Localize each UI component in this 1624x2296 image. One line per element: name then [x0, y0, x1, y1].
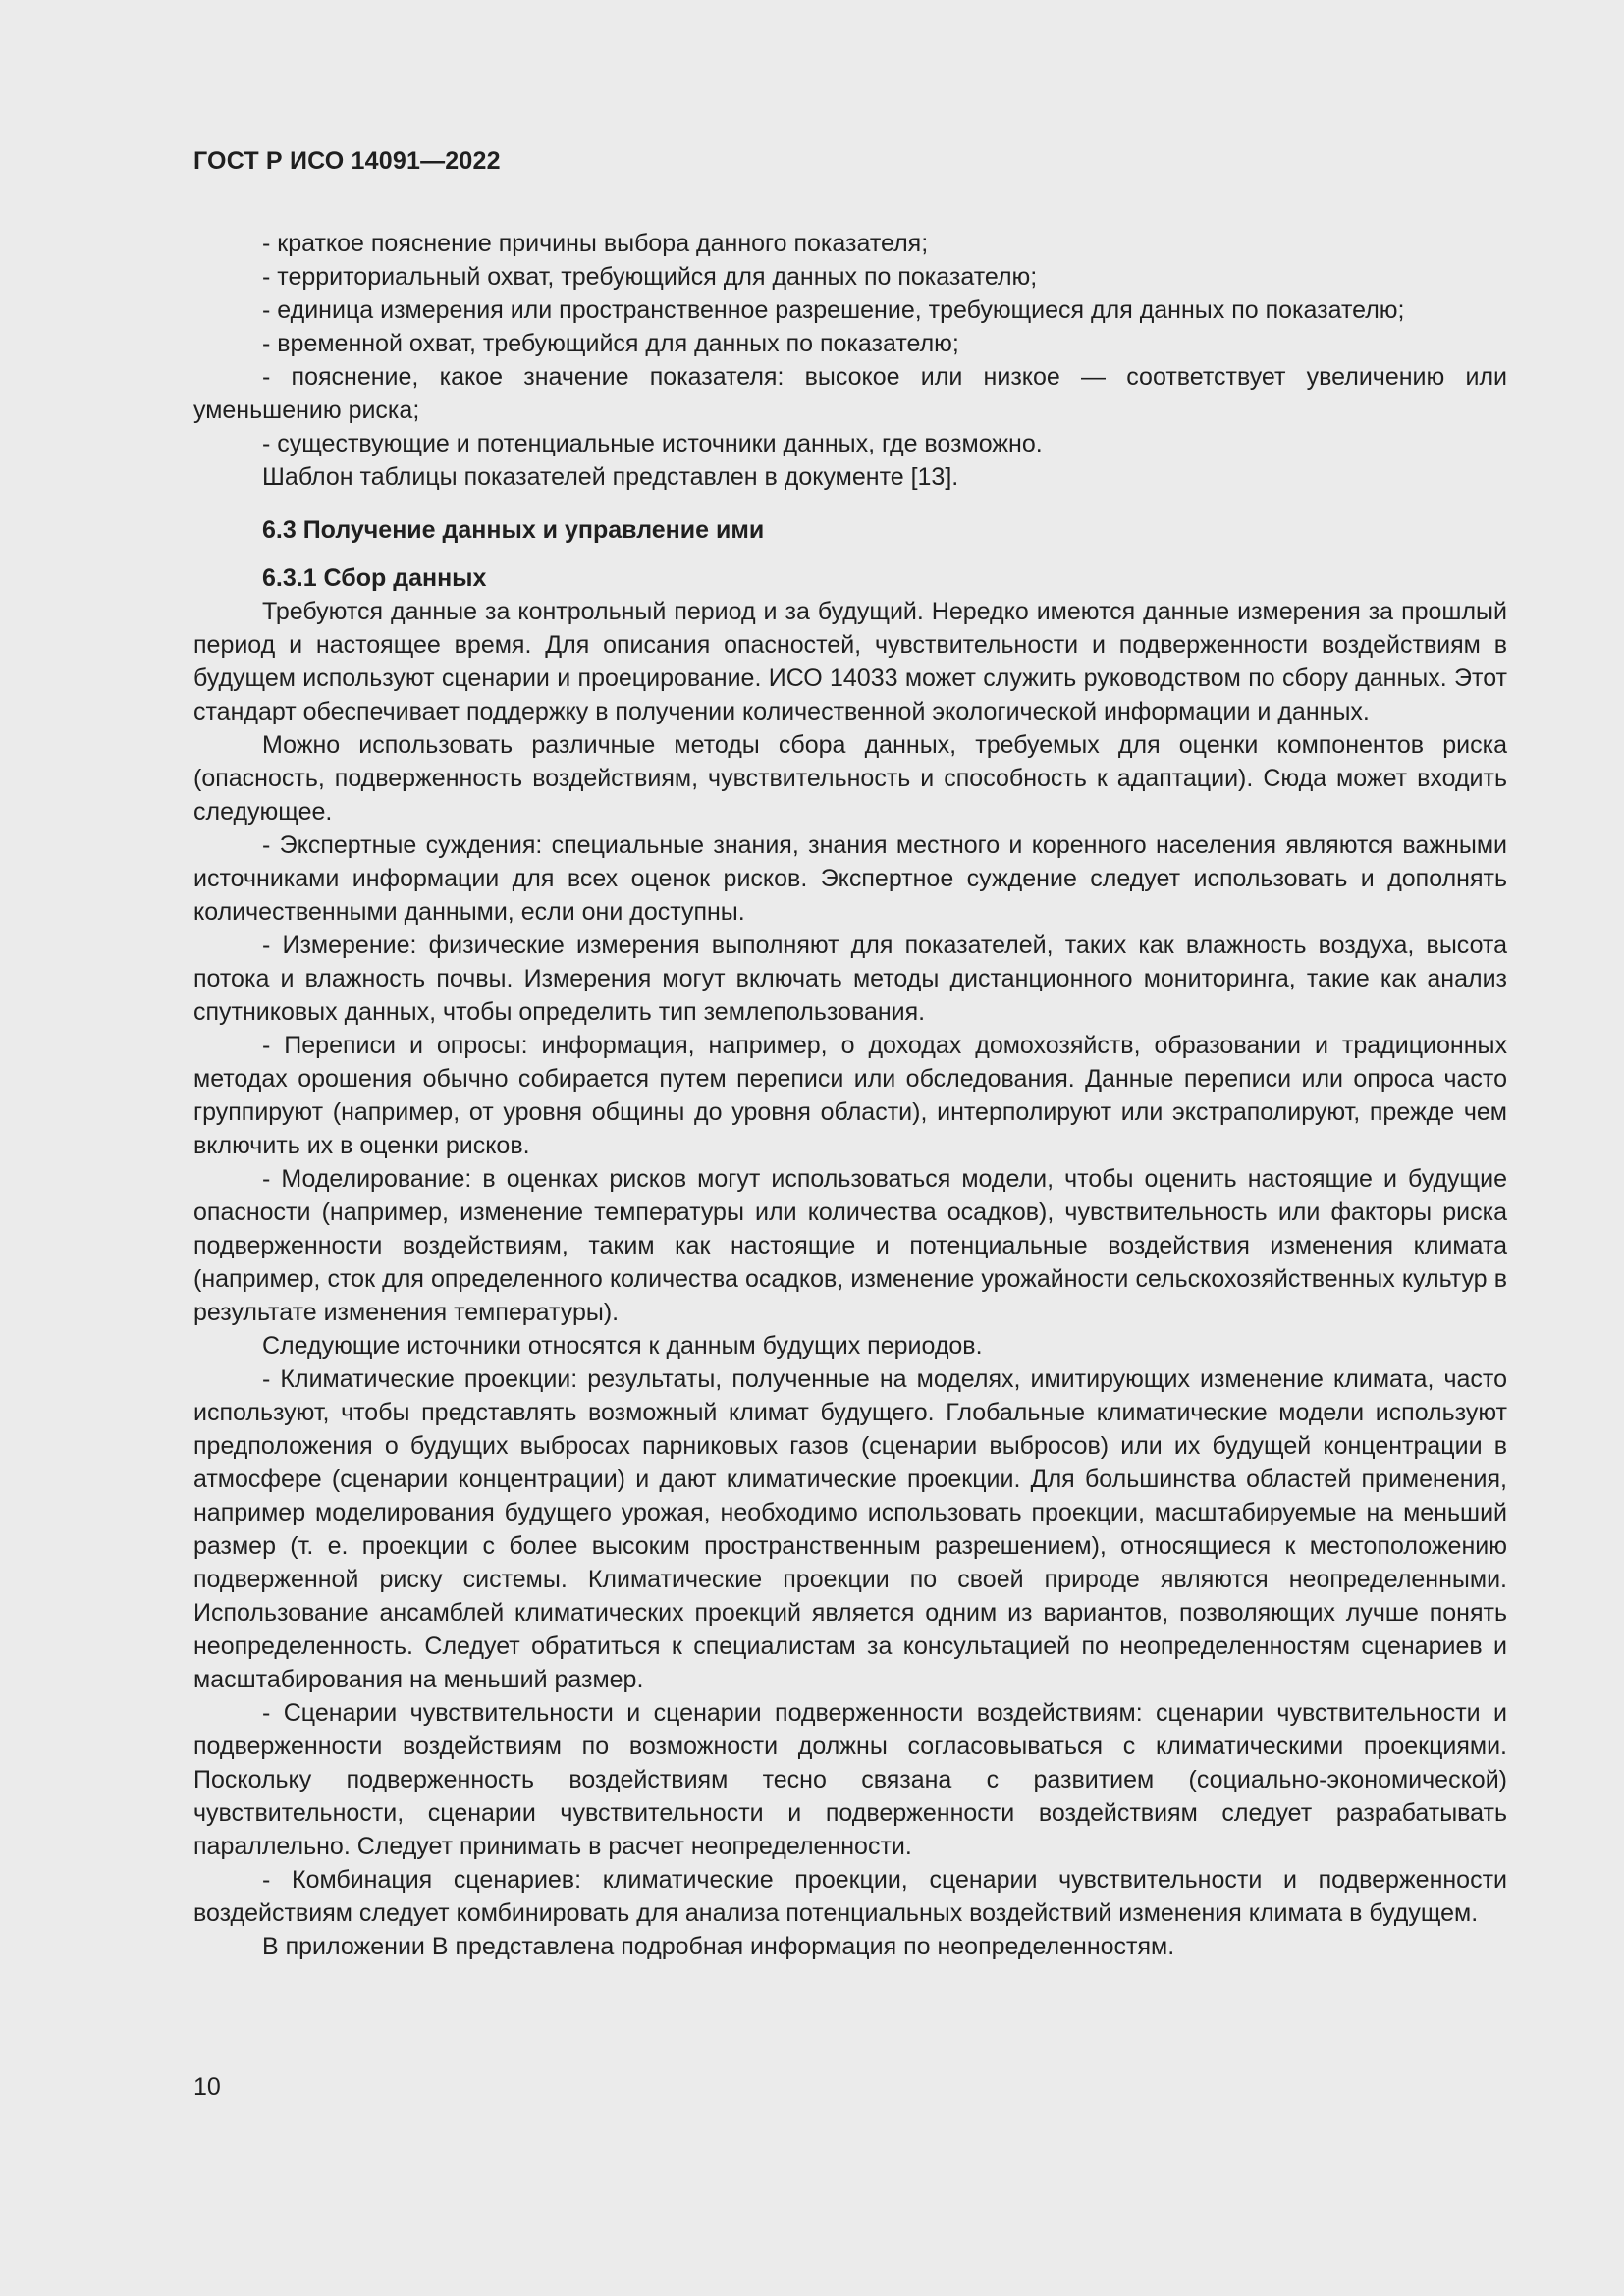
document-header: ГОСТ Р ИСО 14091—2022	[193, 147, 501, 175]
page-number: 10	[193, 2073, 221, 2101]
list-item: - краткое пояснение причины выбора данного показателя;	[262, 230, 929, 257]
list-item: - Климатические проекции: результаты, полученные на моделях, имитирующих изменение климата, часто используют, чтобы представлять возможный климат будущего. Глобальные климатические модели используют предположения о будущих выбросах парниковых газов (сценарии выбросов) или их будущей концентрации в атмосфере (сценарии концентрации) и дают климатические проекции. Для большинства областей применения, например моделирования будущего урожая, необходимо использовать проекции, масштабируемые на меньший размер (т. е. проекции с более высоким пространственным разрешением), относящиеся к местоположению подверженной риску системы. Климатические проекции по своей природе являются неопределенными. Использование ансамблей климатических проекций является одним из вариантов, позволяющих лучше понять неопределенность. Следует обратиться к специалистам за консультацией по неопределенностям сценариев и масштабирования на меньший размер.	[193, 1365, 1507, 1693]
list-item: - Переписи и опросы: информация, например, о доходах домохозяйств, образовании и традиционных методах орошения обычно собирается путем переписи или обследования. Данные переписи или опроса часто группируют (например, от уровня общины до уровня области), интерполируют или экстраполируют, прежде чем включить их в оценки рисков.	[193, 1032, 1507, 1159]
list-item: - временной охват, требующийся для данных по показателю;	[262, 330, 959, 357]
paragraph: Шаблон таблицы показателей представлен в документе [13].	[262, 463, 959, 491]
paragraph: В приложении В представлена подробная информация по неопределенностям.	[262, 1933, 1175, 1960]
paragraph: Требуются данные за контрольный период и за будущий. Нередко имеются данные измерения за прошлый период и настоящее время. Для описания опасностей, чувствительности и подверженности воздействиям в будущем используют сценарии и проецирование. ИСО 14033 может служить руководством по сбору данных. Этот стандарт обеспечивает поддержку в получении количественной экологической информации и данных.	[193, 598, 1507, 725]
paragraph: Можно использовать различные методы сбора данных, требуемых для оценки компонентов риска (опасность, подверженность воздействиям, чувствительность и способность к адаптации). Сюда может входить следующее.	[193, 731, 1507, 826]
list-item: - территориальный охват, требующийся для данных по показателю;	[262, 263, 1038, 291]
document-body	[193, 227, 1507, 1963]
list-item: - существующие и потенциальные источники данных, где возможно.	[262, 430, 1043, 457]
list-item: - пояснение, какое значение показателя: высокое или низкое — соответствует увеличению или уменьшению риска;	[193, 363, 1507, 424]
list-item: - Комбинация сценариев: климатические проекции, сценарии чувствительности и подверженности воздействиям следует комбинировать для анализа потенциальных воздействий изменения климата в будущем.	[193, 1866, 1507, 1927]
subsection-heading: 6.3.1 Сбор данных	[262, 564, 487, 592]
list-item: - Экспертные суждения: специальные знания, знания местного и коренного населения являются важными источниками информации для всех оценок рисков. Экспертное суждение следует использовать и дополнять количественными данными, если они доступны.	[193, 831, 1507, 926]
section-heading: 6.3 Получение данных и управление ими	[262, 516, 765, 544]
list-item: - единица измерения или пространственное разрешение, требующиеся для данных по показателю;	[262, 296, 1405, 324]
list-item: - Сценарии чувствительности и сценарии подверженности воздействиям: сценарии чувствительности и подверженности воздействиям по возможности должны согласовываться с климатическими проекциями. Поскольку подверженность воздействиям тесно связана с развитием (социально-экономической) чувствительности, сценарии чувствительности и подверженности воздействиям следует разрабатывать параллельно. Следует принимать в расчет неопределенности.	[193, 1699, 1507, 1860]
paragraph: Следующие источники относятся к данным будущих периодов.	[262, 1332, 983, 1360]
list-item: - Моделирование: в оценках рисков могут использоваться модели, чтобы оценить настоящие и будущие опасности (например, изменение температуры или количества осадков), чувствительность или факторы риска подверженности воздействиям, таким как настоящие и потенциальные воздействия изменения климата (например, сток для определенного количества осадков, изменение урожайности сельскохозяйственных культур в результате изменения температуры).	[193, 1165, 1507, 1326]
list-item: - Измерение: физические измерения выполняют для показателей, таких как влажность воздуха, высота потока и влажность почвы. Измерения могут включать методы дистанционного мониторинга, такие как анализ спутниковых данных, чтобы определить тип землепользования.	[193, 932, 1507, 1026]
